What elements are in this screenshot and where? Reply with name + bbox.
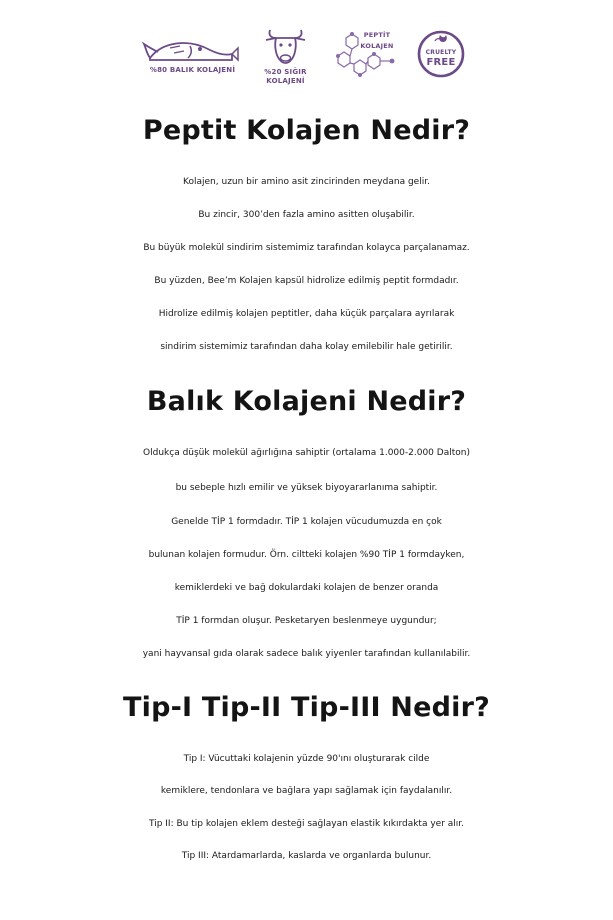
peptide-collagen-badge [330,26,405,96]
section-line: Tip II: Bu tip kolajen eklem desteği sağlayan elastik kıkırdakta yer alır. [148,819,465,829]
section-line: Kolajen, uzun bir amino asit zincirinden meydana gelir. [183,177,430,187]
section-line: bulunan kolajen formudur. Örn. ciltteki kolajen %90 TİP 1 formdayken, [148,550,465,560]
section-line: Hidrolize edilmiş kolajen peptitler, daha küçük parçalara ayrılarak [158,309,455,319]
section-line: TİP 1 formdan oluşur. Pesketaryen beslenmeye uygundur; [176,616,437,626]
bovine-collagen-label-line1: %20 SIĞIR [264,68,307,76]
section-line: Genelde TİP 1 formdadır. TİP 1 kolajen vücudumuzda en çok [171,517,442,527]
section-line: Tip III: Atardamarlarda, kaslarda ve organlarda bulunur. [181,851,432,861]
section-line: Oldukça düşük molekül ağırlığına sahiptir (ortalama 1.000-2.000 Dalton) [143,448,470,458]
cow-icon [258,26,313,66]
section-line: Bu yüzden, Bee’m Kolajen kapsül hidrolize edilmiş peptit formdadır. [154,276,459,286]
peptide-collagen-label-line1: PEPTİT [363,31,391,39]
cruelty-free-label-line1: CRUELTY [425,49,457,56]
bovine-collagen-badge [258,26,313,96]
section-line: bu sebeple hızlı emilir ve yüksek biyoyararlanıma sahiptir. [175,483,438,493]
section-title-fish-collagen: Balık Kolajeni Nedir? [146,386,467,417]
cruelty-free-badge [416,26,466,96]
section-title-collagen-types: Tip-I Tip-II Tip-III Nedir? [123,692,490,723]
fish-collagen-badge [140,26,245,96]
section-line: sindirim sistemimiz tarafından daha kolay emilebilir hale getirilir. [160,342,453,352]
fish-collagen-label: %80 BALIK KOLAJENİ [149,66,236,74]
cruelty-free-label-line2: FREE [426,57,456,68]
section-title-peptide-collagen: Peptit Kolajen Nedir? [142,115,471,146]
section-line: yani hayvansal gıda olarak sadece balık yiyenler tarafından kullanılabilir. [142,649,471,659]
section-line: kemiklere, tendonlara ve bağlara yapı sağlamak için faydalanılır. [160,786,453,796]
section-line: Tip I: Vücuttaki kolajenin yüzde 90'ını oluşturarak cilde [183,754,430,764]
bovine-collagen-label-line2: KOLAJENİ [266,77,305,85]
section-line: Bu zincir, 300’den fazla amino asitten oluşabilir. [198,210,415,220]
section-line: kemiklerdeki ve bağ dokulardaki kolajen de benzer oranda [174,583,439,593]
rabbit-icon [439,35,447,42]
section-line: Bu büyük molekül sindirim sistemimiz tarafından kolayca parçalanamaz. [143,243,470,253]
fish-icon [140,26,245,71]
peptide-collagen-label-line2: KOLAJEN [360,42,394,50]
badge-row [0,26,613,96]
